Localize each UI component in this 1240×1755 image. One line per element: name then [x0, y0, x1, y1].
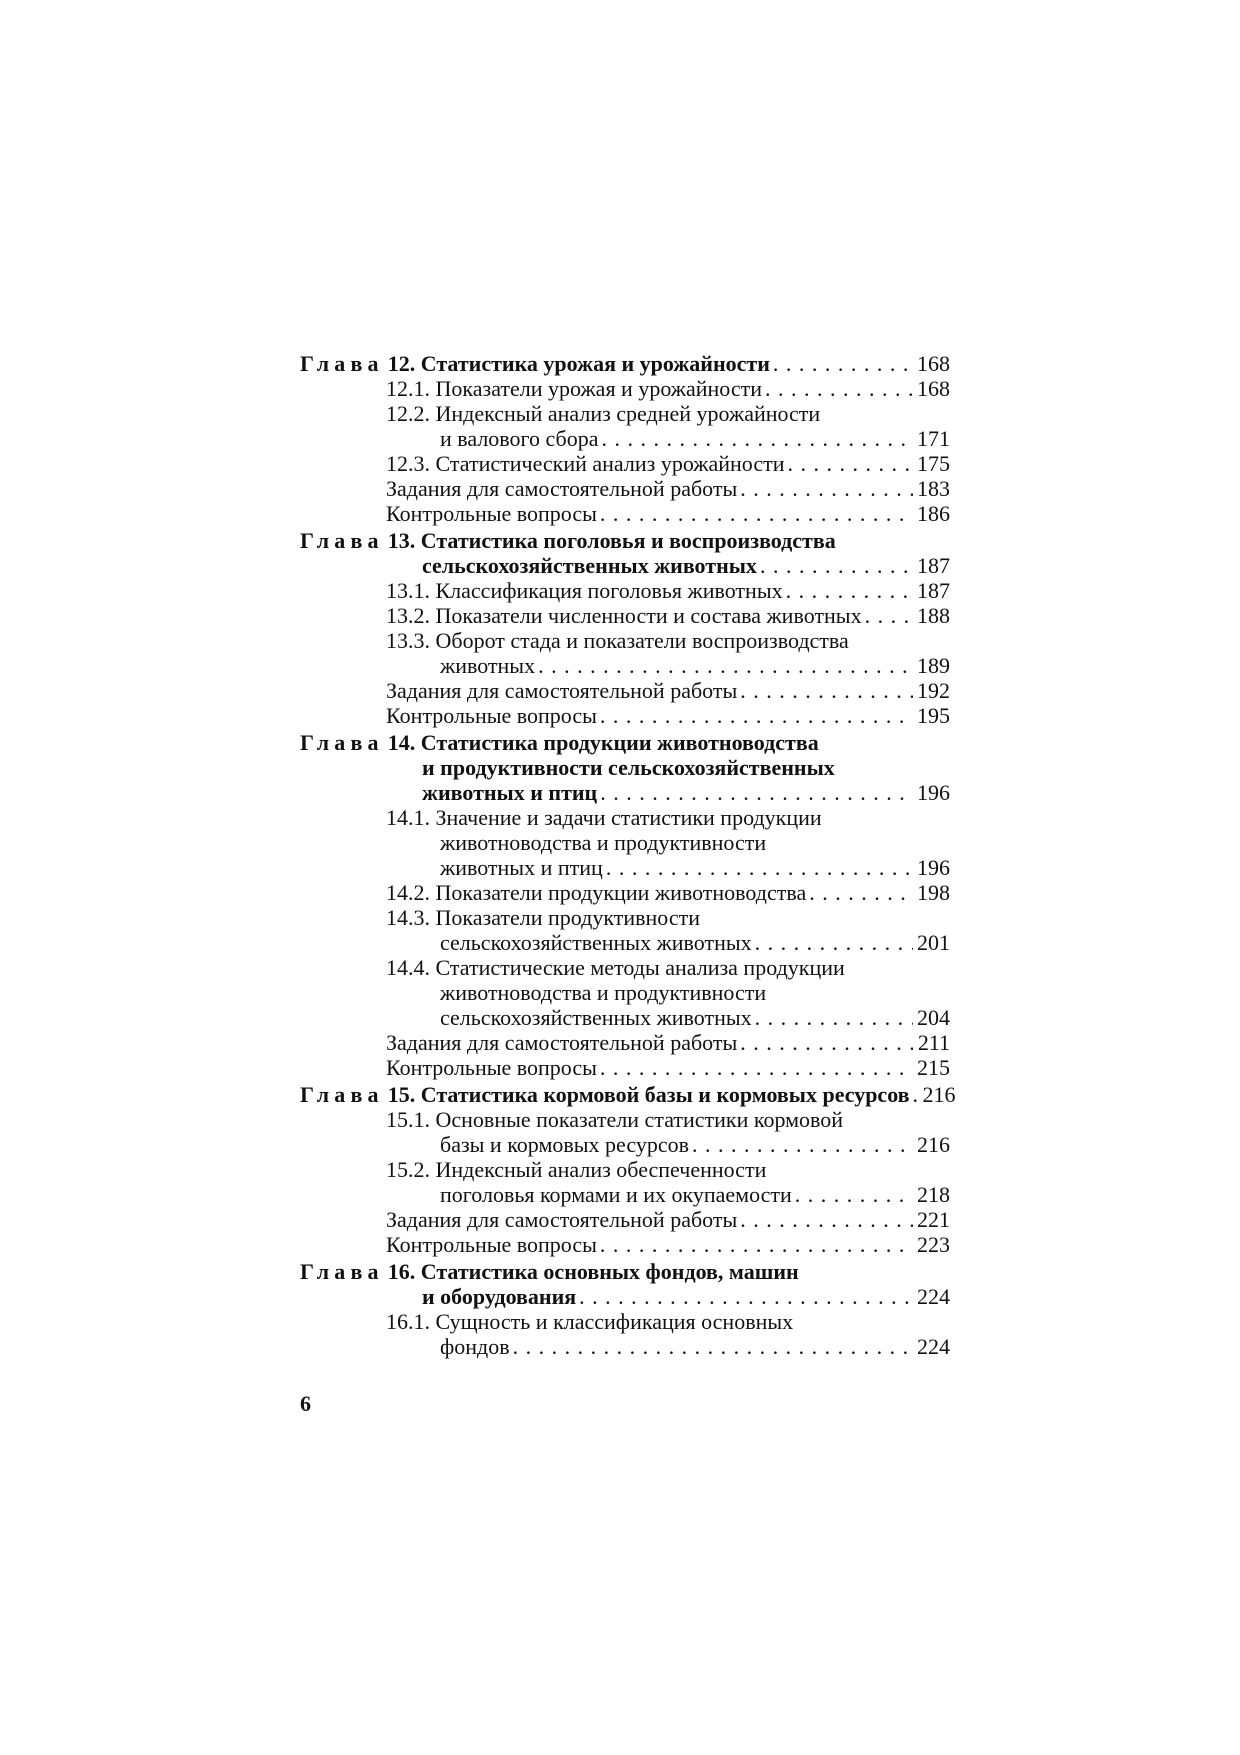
section-title: 14.4. Статистические методы анализа продукции — [386, 955, 845, 980]
dot-leader — [740, 476, 913, 501]
page-ref: 221 — [917, 1207, 950, 1232]
toc-section-15-2[interactable] — [300, 1157, 950, 1182]
section-title: 15.2. Индексный анализ обеспеченности — [386, 1157, 767, 1182]
dot-leader — [787, 451, 913, 476]
page-ref: 186 — [917, 501, 950, 526]
toc-section-12-2[interactable] — [300, 401, 950, 426]
dot-leader — [600, 703, 913, 728]
section-title: Контрольные вопросы — [386, 501, 597, 526]
dot-leader — [600, 1232, 913, 1257]
dot-leader — [795, 1182, 913, 1207]
section-title: 13.3. Оборот стада и показатели воспроизводства — [386, 628, 849, 653]
section-title: 14.1. Значение и задачи статистики продукции — [386, 805, 822, 830]
toc-section-14-2[interactable] — [300, 880, 950, 905]
chapter-title: Статистика поголовья и воспроизводства — [420, 528, 836, 553]
section-title: Контрольные вопросы — [386, 703, 597, 728]
section-title: Контрольные вопросы — [386, 1055, 597, 1080]
toc-section-12-3[interactable] — [300, 451, 950, 476]
chapter-title: Статистика основных фондов, машин — [420, 1259, 799, 1284]
chapter-label: Глава — [300, 1259, 384, 1284]
toc-questions-15[interactable] — [300, 1232, 950, 1257]
page-ref: 171 — [917, 426, 950, 451]
page-ref: 187 — [917, 553, 950, 578]
dot-leader — [602, 426, 913, 451]
page-ref: 168 — [917, 376, 950, 401]
toc-tasks-13[interactable] — [300, 678, 950, 703]
chapter-title-cont: сельскохозяйственных животных — [422, 553, 757, 578]
toc-section-15-1-cont[interactable] — [300, 1132, 950, 1157]
page-ref: 198 — [917, 880, 950, 905]
page-ref: 215 — [917, 1055, 950, 1080]
section-title: Задания для самостоятельной работы — [386, 678, 738, 703]
page-number: 6 — [300, 1391, 311, 1416]
section-title-cont: и валового сбора — [440, 426, 599, 451]
page-ref: 216 — [917, 1132, 950, 1157]
toc-questions-14[interactable] — [300, 1055, 950, 1080]
dot-leader — [538, 653, 913, 678]
section-title: Задания для самостоятельной работы — [386, 1030, 738, 1055]
section-title-cont: поголовья кормами и их окупаемости — [440, 1182, 792, 1207]
chapter-number: 13. — [387, 528, 416, 553]
page-ref: 204 — [917, 1005, 950, 1030]
toc-section-14-1-cont2[interactable] — [300, 855, 950, 880]
section-title-cont: фондов — [440, 1334, 510, 1359]
toc-questions-12[interactable] — [300, 501, 950, 526]
chapter-title-cont: и оборудования — [422, 1284, 577, 1309]
chapter-label: Глава — [300, 351, 384, 376]
page-ref: 189 — [917, 653, 950, 678]
toc-chapter-12[interactable] — [300, 351, 950, 376]
toc-section-12-1[interactable] — [300, 376, 950, 401]
chapter-title-cont: животных и птиц — [422, 780, 598, 805]
toc-section-14-3[interactable] — [300, 905, 950, 930]
chapter-title: Статистика продукции животноводства — [420, 730, 819, 755]
dot-leader — [740, 1030, 913, 1055]
section-title: Задания для самостоятельной работы — [386, 1207, 738, 1232]
dot-leader — [579, 1284, 913, 1309]
section-title-cont: животных — [440, 653, 536, 678]
toc-tasks-12[interactable] — [300, 476, 950, 501]
chapter-title: Статистика урожая и урожайности — [420, 351, 770, 376]
section-title: 13.2. Показатели численности и состава животных — [386, 603, 862, 628]
page-ref: 175 — [917, 451, 950, 476]
dot-leader — [600, 780, 913, 805]
page-ref: 224 — [917, 1284, 950, 1309]
toc-chapter-13-cont[interactable] — [300, 553, 950, 578]
section-title: 12.2. Индексный анализ средней урожайности — [386, 401, 821, 426]
section-title-cont: животноводства и продуктивности — [440, 830, 767, 855]
toc-chapter-14-cont[interactable] — [300, 755, 950, 780]
toc-questions-13[interactable] — [300, 703, 950, 728]
chapter-number: 15. — [387, 1082, 416, 1107]
dot-leader — [755, 1005, 913, 1030]
section-title-cont: базы и кормовых ресурсов — [440, 1132, 689, 1157]
chapter-label: Глава — [300, 1082, 384, 1107]
dot-leader — [786, 578, 913, 603]
page-ref: 187 — [917, 578, 950, 603]
toc-section-14-1-cont[interactable] — [300, 830, 950, 855]
page-ref: 196 — [917, 855, 950, 880]
dot-leader — [692, 1132, 913, 1157]
toc-section-14-3-cont[interactable] — [300, 930, 950, 955]
dot-leader — [755, 930, 913, 955]
section-title-cont: сельскохозяйственных животных — [440, 930, 752, 955]
chapter-label: Глава — [300, 730, 384, 755]
page-ref: 223 — [917, 1232, 950, 1257]
dot-leader — [865, 603, 913, 628]
toc-section-13-3-cont[interactable] — [300, 653, 950, 678]
section-title: 14.2. Показатели продукции животноводства — [386, 880, 807, 905]
chapter-title-cont: и продуктивности сельскохозяйственных — [422, 755, 835, 780]
toc-chapter-16[interactable] — [300, 1259, 950, 1284]
dot-leader — [600, 501, 913, 526]
page-ref: 196 — [917, 780, 950, 805]
page-ref: 216 — [922, 1082, 956, 1107]
chapter-title: Статистика кормовой базы и кормовых ресурсов — [420, 1082, 910, 1107]
dot-leader — [513, 1334, 913, 1359]
section-title: 15.1. Основные показатели статистики кормовой — [386, 1107, 844, 1132]
toc-section-15-1[interactable] — [300, 1107, 950, 1132]
chapter-number: 16. — [387, 1259, 416, 1284]
dot-leader — [765, 376, 913, 401]
section-title: 14.3. Показатели продуктивности — [386, 905, 701, 930]
toc-section-12-2-cont[interactable] — [300, 426, 950, 451]
section-title-cont: животноводства и продуктивности — [440, 980, 767, 1005]
section-title: 13.1. Классификация поголовья животных — [386, 578, 783, 603]
section-title: Контрольные вопросы — [386, 1232, 597, 1257]
spacer — [913, 1082, 919, 1107]
toc-section-14-4-cont[interactable] — [300, 980, 950, 1005]
page-ref: 211 — [917, 1030, 950, 1055]
toc-chapter-14[interactable] — [300, 730, 950, 755]
page-ref: 195 — [917, 703, 950, 728]
page-ref: 188 — [917, 603, 950, 628]
toc-chapter-13[interactable] — [300, 528, 950, 553]
toc-section-16-1[interactable] — [300, 1309, 950, 1334]
dot-leader — [809, 880, 913, 905]
chapter-number: 14. — [387, 730, 416, 755]
page-ref: 168 — [917, 351, 950, 376]
dot-leader — [740, 1207, 913, 1232]
toc-section-14-4[interactable] — [300, 955, 950, 980]
page-ref: 192 — [917, 678, 950, 703]
toc-section-13-3[interactable] — [300, 628, 950, 653]
table-of-contents — [300, 351, 956, 1359]
dot-leader — [740, 678, 913, 703]
page-ref: 201 — [917, 930, 950, 955]
page-ref: 218 — [917, 1182, 950, 1207]
dot-leader — [606, 855, 913, 880]
dot-leader — [600, 1055, 913, 1080]
toc-tasks-15[interactable] — [300, 1207, 950, 1232]
toc-section-15-2-cont[interactable] — [300, 1182, 950, 1207]
section-title: 16.1. Сущность и классификация основных — [386, 1309, 794, 1334]
page-ref: 183 — [917, 476, 950, 501]
toc-chapter-14-cont2[interactable] — [300, 780, 950, 805]
toc-chapter-15[interactable] — [300, 1082, 956, 1107]
toc-section-16-1-cont[interactable] — [300, 1334, 950, 1359]
toc-section-14-1[interactable] — [300, 805, 950, 830]
dot-leader — [760, 553, 913, 578]
toc-section-13-2[interactable] — [300, 603, 950, 628]
toc-section-14-4-cont2[interactable] — [300, 1005, 950, 1030]
chapter-label: Глава — [300, 528, 384, 553]
section-title: Задания для самостоятельной работы — [386, 476, 738, 501]
section-title: 12.3. Статистический анализ урожайности — [386, 451, 785, 476]
page-ref: 224 — [917, 1334, 950, 1359]
toc-section-13-1[interactable] — [300, 578, 950, 603]
toc-chapter-16-cont[interactable] — [300, 1284, 950, 1309]
section-title-cont: животных и птиц — [440, 855, 603, 880]
chapter-number: 12. — [387, 351, 416, 376]
toc-tasks-14[interactable] — [300, 1030, 950, 1055]
dot-leader — [773, 351, 913, 376]
section-title-cont: сельскохозяйственных животных — [440, 1005, 752, 1030]
section-title: 12.1. Показатели урожая и урожайности — [386, 376, 762, 401]
